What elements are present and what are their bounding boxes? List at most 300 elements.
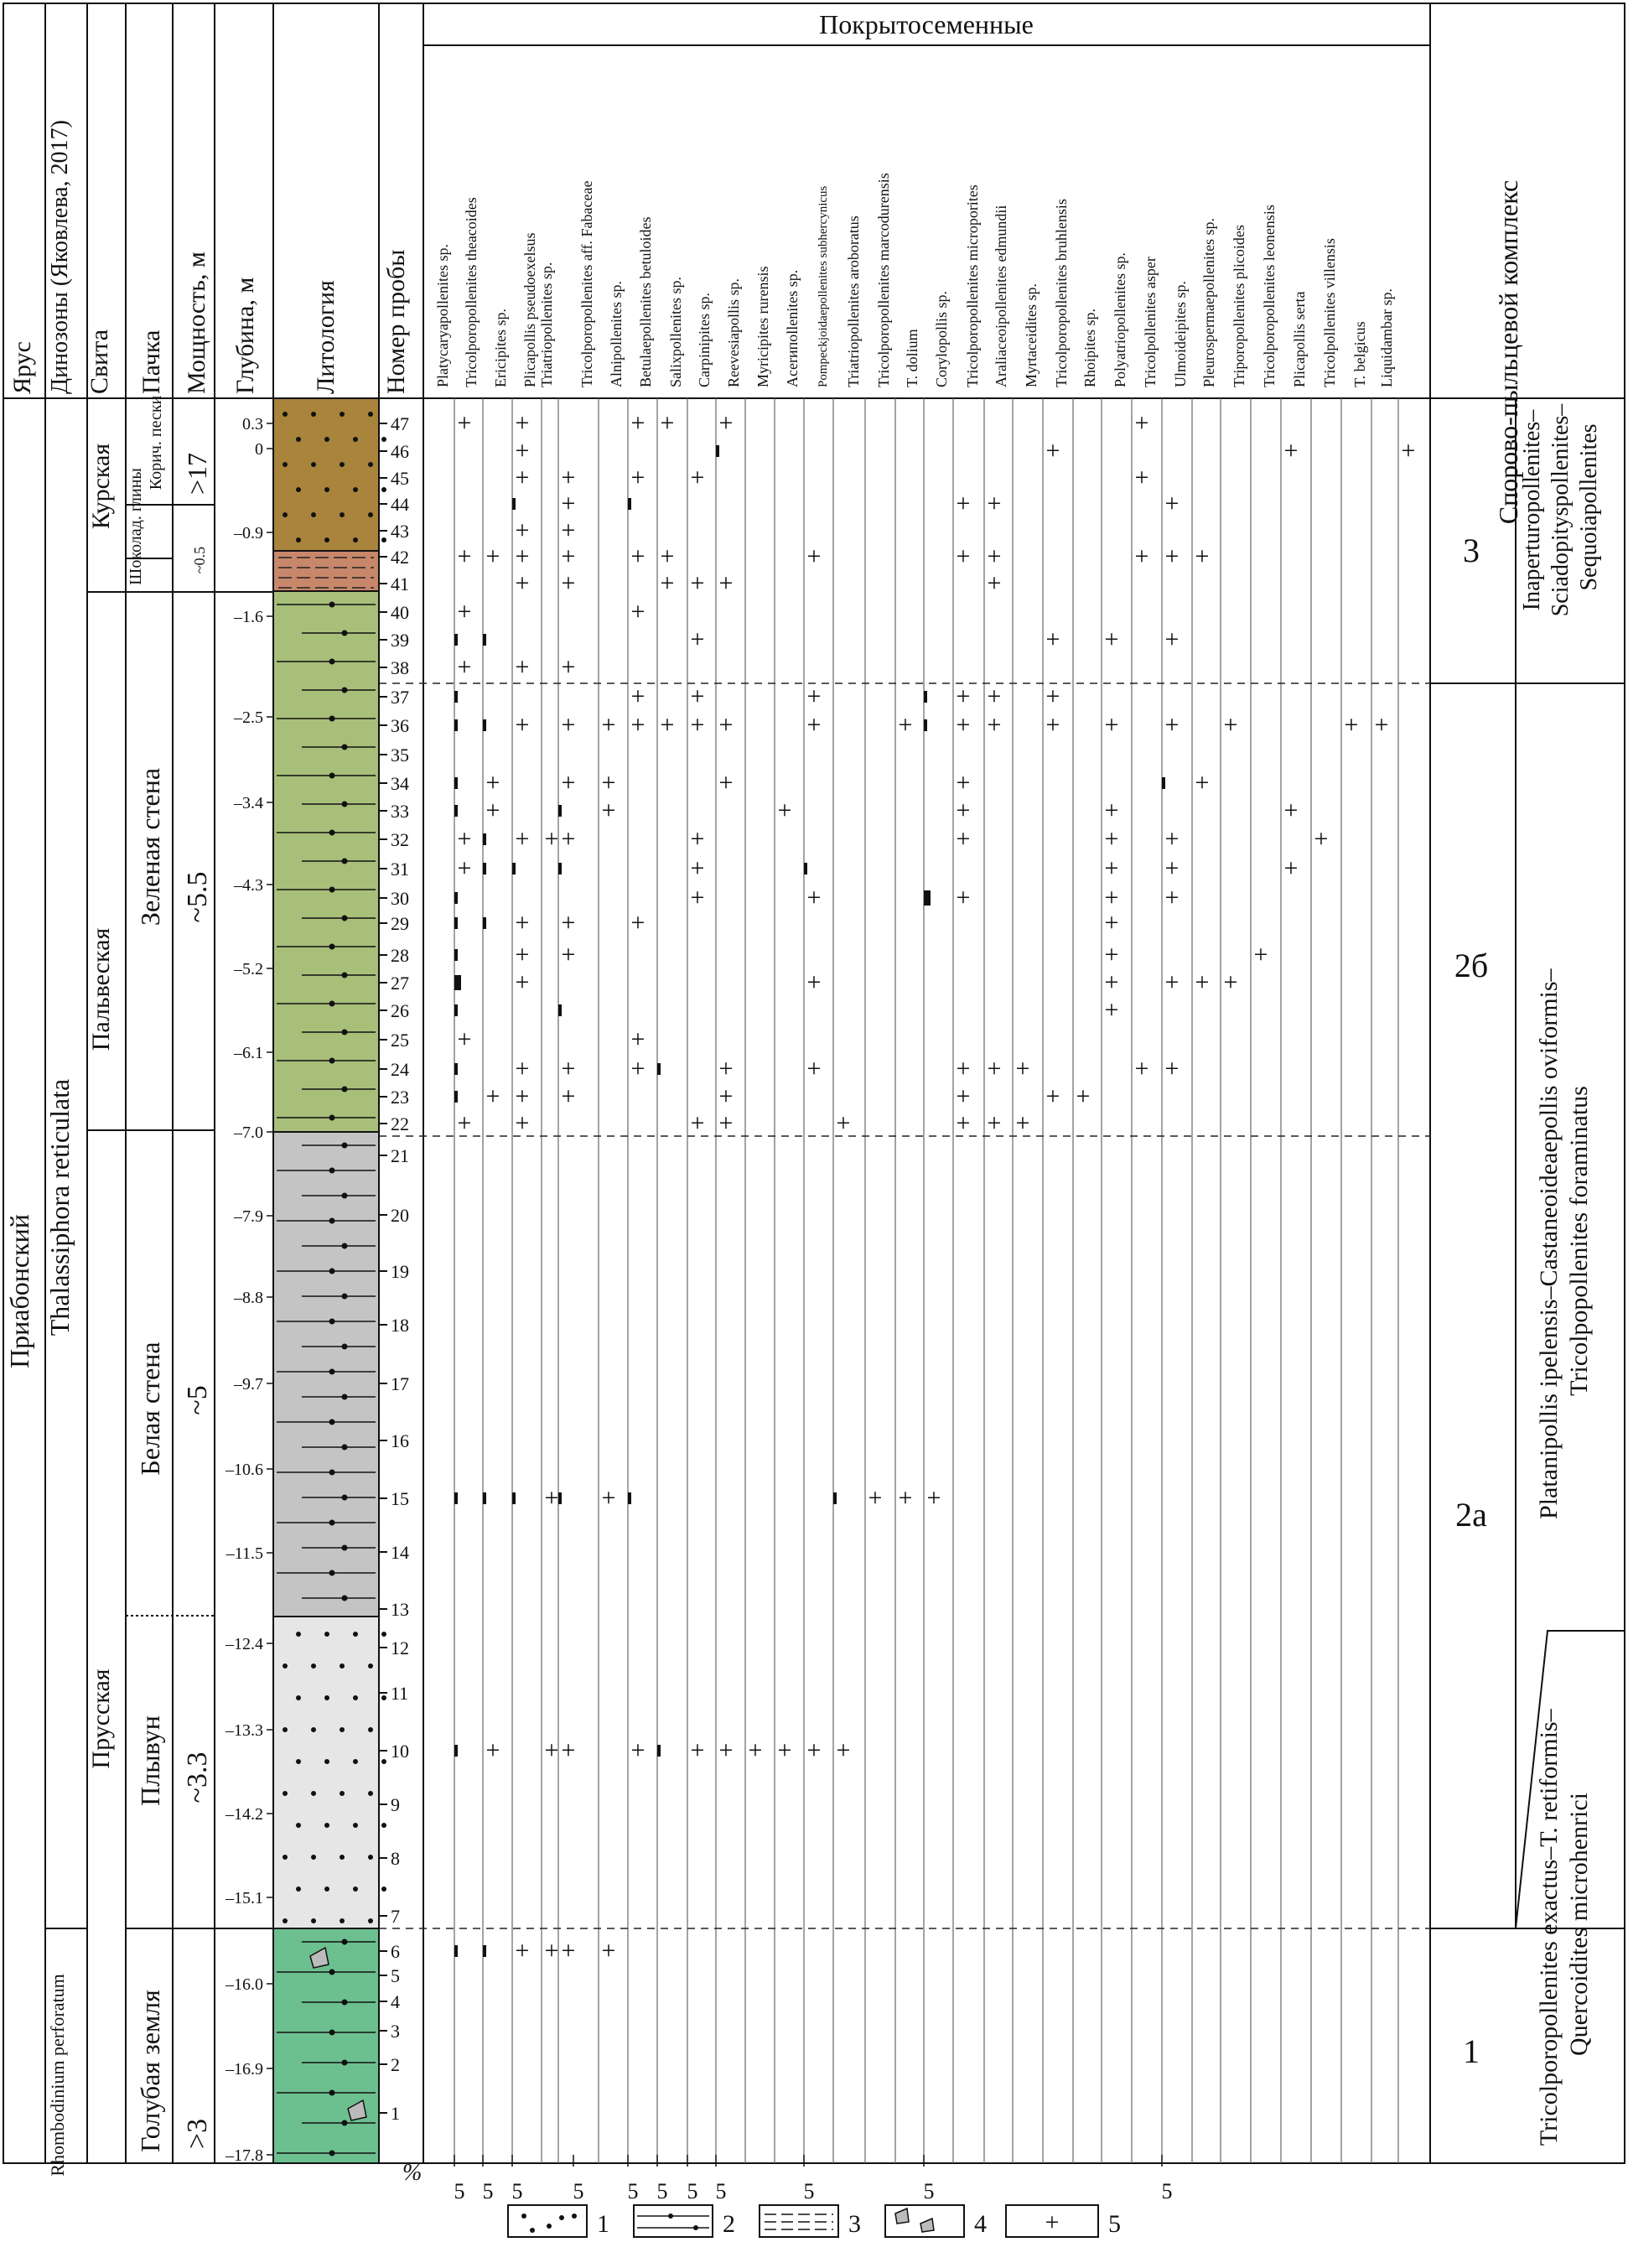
plus-mark: + xyxy=(956,825,971,853)
plus-mark: + xyxy=(806,1055,822,1082)
plus-mark: + xyxy=(1283,854,1299,882)
silt-dot xyxy=(329,1058,335,1064)
silt-dot xyxy=(329,2030,335,2036)
plus-mark: + xyxy=(601,711,616,739)
sample-label: 47 xyxy=(391,413,409,434)
sand-dot xyxy=(340,1663,345,1669)
depth-tick-label: –4.3 xyxy=(234,876,263,895)
taxon-label: Plicapollis serta xyxy=(1291,291,1308,387)
plus-mark: + xyxy=(601,1937,616,1964)
lithology-column xyxy=(273,398,386,2163)
silt-dot xyxy=(342,802,348,807)
plus-mark: + xyxy=(561,490,576,517)
sample-label: 25 xyxy=(391,1030,409,1051)
abundance-bar xyxy=(454,1091,458,1103)
plus-mark: + xyxy=(1104,884,1119,911)
plus-mark: + xyxy=(806,884,822,911)
sand-dot xyxy=(283,412,288,417)
abundance-bar xyxy=(924,691,927,703)
plus-mark: + xyxy=(718,1055,734,1082)
plus-mark: + xyxy=(1195,968,1210,996)
sand-dot xyxy=(296,1695,301,1700)
plus-mark: + xyxy=(1045,625,1060,653)
plus-mark: + xyxy=(457,825,472,853)
abundance-bar xyxy=(454,917,458,929)
plus-mark: + xyxy=(1195,542,1210,570)
silt-dot xyxy=(342,1087,348,1092)
thickness-6: >3 xyxy=(182,2118,213,2150)
plus-mark: + xyxy=(630,682,645,710)
plus-mark: + xyxy=(561,769,576,797)
depth-tick-label: –13.3 xyxy=(226,1721,263,1740)
silt-dot xyxy=(342,2060,348,2066)
plus-mark: + xyxy=(1104,941,1119,968)
plus-mark: + xyxy=(457,854,472,882)
plus-mark: + xyxy=(1134,409,1149,437)
legend-dot xyxy=(547,2224,552,2229)
sand-dot xyxy=(296,487,301,492)
depth-tick-label: –14.2 xyxy=(226,1805,263,1824)
silt-dot xyxy=(329,1369,335,1375)
plus-mark: + xyxy=(630,1055,645,1082)
plus-mark: + xyxy=(515,569,530,597)
taxon-label: Araliaceoipollenites edmundii xyxy=(993,205,1009,387)
sand-dot xyxy=(353,1632,358,1637)
taxon-label: Tricolporopollenites leonensis xyxy=(1261,205,1278,387)
depth-tick-label: –2.5 xyxy=(234,708,263,727)
plus-mark: + xyxy=(515,711,530,739)
abundance-bar xyxy=(454,719,458,731)
sample-label: 10 xyxy=(391,1741,409,1762)
legend-dot xyxy=(693,2225,698,2230)
abundance-bar xyxy=(558,1492,562,1504)
legend-number: 2 xyxy=(723,2210,735,2238)
plus-mark: + xyxy=(1104,825,1119,853)
sand-dot xyxy=(283,1791,288,1796)
sample-label: 7 xyxy=(391,1906,400,1927)
legend-plus-mark: + xyxy=(1045,2208,1060,2236)
header-angiosperms: Покрытосеменные xyxy=(819,9,1034,39)
abundance-bar xyxy=(454,1492,458,1504)
depth-axis xyxy=(225,415,273,2165)
complex-3-name: Inaperturopollenites– Sciadopityspollenites– Sequoiapollenites xyxy=(1519,403,1602,617)
plus-mark: + xyxy=(718,769,734,797)
sand-dot xyxy=(381,1632,386,1637)
plus-mark: + xyxy=(1104,909,1119,937)
plus-mark: + xyxy=(1374,711,1389,739)
plus-mark: + xyxy=(987,1109,1002,1137)
abundance-bar xyxy=(454,1745,458,1757)
taxon-label: Tricolporopollenites theacoides xyxy=(463,197,480,387)
header-lithology: Литология xyxy=(312,280,340,394)
plus-mark: + xyxy=(690,1736,705,1764)
header-formation: Свита xyxy=(86,329,113,394)
sample-label: 3 xyxy=(391,2021,400,2042)
abundance-bar xyxy=(628,498,631,510)
sample-label: 16 xyxy=(391,1430,409,1451)
silt-dot xyxy=(329,1115,335,1121)
sample-label: 30 xyxy=(391,888,409,909)
sample-label: 15 xyxy=(391,1488,409,1509)
plus-mark: + xyxy=(544,1937,559,1964)
sand-dot xyxy=(296,1887,301,1892)
plus-mark: + xyxy=(1164,825,1180,853)
sand-dot xyxy=(311,1855,316,1860)
sand-dot xyxy=(324,437,329,442)
complex-3: 3 xyxy=(1463,532,1480,569)
sample-label: 24 xyxy=(391,1059,409,1080)
abundance-bar xyxy=(483,863,486,875)
sand-dot xyxy=(368,1663,373,1669)
plus-mark: + xyxy=(806,682,822,710)
plus-mark: + xyxy=(690,1109,705,1137)
plus-mark: + xyxy=(515,968,530,996)
plus-mark: + xyxy=(1164,854,1180,882)
plus-mark: + xyxy=(1283,437,1299,464)
sand-dot xyxy=(324,1823,329,1828)
silt-dot xyxy=(329,602,335,608)
plus-mark: + xyxy=(690,884,705,911)
silt-dot xyxy=(342,2000,348,2006)
abundance-bar xyxy=(716,445,719,457)
sample-label: 21 xyxy=(391,1145,409,1166)
sample-label: 31 xyxy=(391,859,409,880)
taxon-label: Platycaryapollenites sp. xyxy=(434,244,451,387)
member-white-wall: Белая стена xyxy=(135,1342,165,1476)
sand-dot xyxy=(368,412,373,417)
plus-mark: + xyxy=(987,542,1002,570)
silt-dot xyxy=(329,1218,335,1224)
silt-dot xyxy=(342,973,348,978)
legend-dot xyxy=(668,2214,673,2219)
sand-dot xyxy=(381,487,386,492)
silt-dot xyxy=(342,1143,348,1149)
taxon-label: Alnipollenites sp. xyxy=(608,281,625,387)
sample-label: 28 xyxy=(391,945,409,966)
abundance-bar xyxy=(512,1492,516,1504)
sand-dot xyxy=(283,1918,288,1923)
abundance-bar xyxy=(454,949,458,961)
abundance-bar xyxy=(512,863,516,875)
taxon-label: Triatriopollenites aroboratus xyxy=(845,215,862,387)
taxon-label: Ulmoideipites sp. xyxy=(1172,281,1189,387)
sample-label: 29 xyxy=(391,913,409,934)
thickness-2: ~0.5 xyxy=(191,546,208,574)
abundance-bar xyxy=(628,1492,631,1504)
plus-mark: + xyxy=(1195,769,1210,797)
formation-prusskaya: Прусская xyxy=(87,1669,115,1769)
sample-label: 44 xyxy=(391,494,409,515)
sand-dot xyxy=(311,1663,316,1669)
white-wall-layer xyxy=(273,1132,379,1617)
scale-label: 5 xyxy=(687,2179,698,2203)
plus-mark: + xyxy=(515,409,530,437)
taxon-label: Betulaepollenites betuloides xyxy=(637,216,654,387)
taxon-label: Corylopollis sp. xyxy=(933,290,950,387)
sample-label: 45 xyxy=(391,468,409,489)
taxon-label: T. dolium xyxy=(904,329,920,387)
sand-dot xyxy=(283,1727,288,1732)
sand-dot xyxy=(353,1759,358,1764)
plus-mark: + xyxy=(515,464,530,491)
sample-label: 23 xyxy=(391,1087,409,1108)
sample-label: 34 xyxy=(391,773,409,794)
silt-dot xyxy=(342,916,348,921)
legend-dot xyxy=(530,2228,535,2233)
plus-mark: + xyxy=(1104,711,1119,739)
plus-mark: + xyxy=(1134,464,1149,491)
silt-dot xyxy=(342,1193,348,1199)
taxon-label: Triatriopollenites sp. xyxy=(538,262,555,387)
plus-mark: + xyxy=(1164,542,1180,570)
taxon-label: Tricolporopollenites marcodurensis xyxy=(875,173,892,387)
legend-number: 1 xyxy=(597,2210,609,2238)
silt-dot xyxy=(342,859,348,864)
depth-tick-label: –5.2 xyxy=(234,960,263,978)
silt-dot xyxy=(329,1319,335,1325)
sample-label: 2 xyxy=(391,2054,400,2075)
plus-mark: + xyxy=(956,542,971,570)
plus-mark: + xyxy=(601,769,616,797)
member-brown-sand: Корич. пески xyxy=(147,395,165,490)
plus-mark: + xyxy=(457,542,472,570)
abundance-bar xyxy=(558,863,562,875)
taxon-label: Reevesiapollis sp. xyxy=(725,278,742,387)
plus-mark: + xyxy=(457,409,472,437)
sample-label: 43 xyxy=(391,521,409,542)
taxon-label: Ericipites sp. xyxy=(492,309,509,387)
abundance-bar xyxy=(454,777,458,789)
scale-label: 5 xyxy=(923,2179,935,2203)
scale-label: 5 xyxy=(715,2179,727,2203)
sand-dot xyxy=(381,1759,386,1764)
sample-label: 19 xyxy=(391,1261,409,1282)
plus-mark: + xyxy=(1104,968,1119,996)
complex-1-name: Tricolporopollenites exactus–T. retiformis– Quercoidites microhenrici xyxy=(1535,1709,1593,2146)
sample-label: 42 xyxy=(391,547,409,568)
abundance-bar xyxy=(1162,777,1165,789)
plus-mark: + xyxy=(956,711,971,739)
legend xyxy=(508,2205,1121,2238)
sand-dot xyxy=(296,1759,301,1764)
legend-silt-box xyxy=(634,2205,713,2237)
plus-mark: + xyxy=(485,1736,500,1764)
taxon-label: Salixpollenites sp. xyxy=(667,277,684,387)
plus-mark: + xyxy=(1164,711,1180,739)
plus-mark: + xyxy=(457,598,472,625)
depth-tick-label: –16.0 xyxy=(226,1975,263,1994)
plus-mark: + xyxy=(630,1736,645,1764)
plus-mark: + xyxy=(718,409,734,437)
sand-dot xyxy=(296,1823,301,1828)
formation-kurskaya: Курская xyxy=(87,443,115,530)
plus-mark: + xyxy=(561,941,576,968)
complex-2b: 2б xyxy=(1454,947,1489,984)
plus-mark: + xyxy=(601,797,616,824)
plus-mark: + xyxy=(898,711,913,739)
sample-label: 8 xyxy=(391,1848,400,1869)
silt-dot xyxy=(329,944,335,950)
sand-dot xyxy=(311,1727,316,1732)
thickness-5: ~3.3 xyxy=(182,1752,213,1804)
sand-dot xyxy=(311,412,316,417)
abundance-bar xyxy=(454,1004,458,1016)
plus-mark: + xyxy=(690,569,705,597)
sample-label: 5 xyxy=(391,1965,400,1986)
depth-tick-label: –1.6 xyxy=(234,608,263,626)
plus-mark: + xyxy=(956,1082,971,1110)
plus-mark: + xyxy=(561,825,576,853)
plus-mark: + xyxy=(515,1109,530,1137)
scale-label: 5 xyxy=(627,2179,639,2203)
depth-tick-label: –7.0 xyxy=(234,1124,263,1142)
abundance-bar xyxy=(454,634,458,646)
taxon-label: Tricolporopollenites aff. Fabaceae xyxy=(578,180,595,387)
sand-dot xyxy=(311,462,316,467)
sand-dot xyxy=(283,1855,288,1860)
plus-mark: + xyxy=(660,409,675,437)
taxon-label: Carpinipites sp. xyxy=(696,293,713,387)
sample-label: 12 xyxy=(391,1637,409,1658)
plus-mark: + xyxy=(630,598,645,625)
plus-mark: + xyxy=(457,653,472,681)
sample-label: 36 xyxy=(391,715,409,736)
plus-mark: + xyxy=(1223,968,1238,996)
plus-mark: + xyxy=(777,797,792,824)
plus-mark: + xyxy=(601,1484,616,1512)
sample-label: 11 xyxy=(391,1683,409,1704)
abundance-bar xyxy=(483,719,486,731)
sand-dot xyxy=(283,1663,288,1669)
plus-mark: + xyxy=(630,1025,645,1053)
member-choc-clay: Шоколад. глины xyxy=(127,468,145,585)
member-green-wall: Зеленая стена xyxy=(135,767,165,926)
plus-mark: + xyxy=(515,1937,530,1964)
plus-mark: + xyxy=(1015,1055,1030,1082)
scale-label: 5 xyxy=(656,2179,668,2203)
formation-palvesk: Пальвеская xyxy=(87,927,115,1051)
abundance-bar xyxy=(558,1004,562,1016)
depth-tick-label: –8.8 xyxy=(234,1289,263,1307)
silt-dot xyxy=(329,2090,335,2096)
plus-mark: + xyxy=(561,1937,576,1964)
plus-mark: + xyxy=(561,1082,576,1110)
sand-dot xyxy=(353,1887,358,1892)
abundance-bar xyxy=(454,1945,458,1957)
silt-dot xyxy=(342,1243,348,1249)
stage-name: Приабонский xyxy=(4,1214,34,1368)
sand-dot xyxy=(381,537,386,542)
depth-tick-label: –16.9 xyxy=(226,2060,263,2079)
abundance-bar xyxy=(924,719,927,731)
plus-mark: + xyxy=(485,1082,500,1110)
sand-dot xyxy=(353,537,358,542)
taxon-label: Rhoipites sp. xyxy=(1081,308,1098,387)
plus-mark: + xyxy=(718,1736,734,1764)
sample-label: 14 xyxy=(391,1542,409,1563)
plus-mark: + xyxy=(690,711,705,739)
plus-mark: + xyxy=(561,909,576,937)
sample-label: 39 xyxy=(391,630,409,651)
depth-tick-label: –9.7 xyxy=(234,1375,263,1393)
legend-number: 3 xyxy=(848,2210,861,2238)
silt-dot xyxy=(342,1545,348,1551)
sand-dot xyxy=(283,462,288,467)
header-member: Пачка xyxy=(137,330,165,394)
plus-mark: + xyxy=(561,1736,576,1764)
depth-tick-label: –11.5 xyxy=(226,1544,263,1563)
plus-mark: + xyxy=(1164,1055,1180,1082)
silt-dot xyxy=(329,1470,335,1476)
abundance-bar xyxy=(558,805,562,817)
plus-mark: + xyxy=(485,542,500,570)
plus-mark: + xyxy=(1223,711,1238,739)
abundance-bar xyxy=(924,890,931,906)
sand-dot xyxy=(368,512,373,517)
plus-mark: + xyxy=(485,769,500,797)
percent-label: % xyxy=(402,2160,423,2186)
sand-dot xyxy=(368,1791,373,1796)
plus-mark: + xyxy=(544,825,559,853)
header-depth: Глубина, м xyxy=(231,277,259,394)
plus-mark: + xyxy=(1045,682,1060,710)
plus-mark: + xyxy=(836,1736,851,1764)
plus-mark: + xyxy=(1253,941,1268,968)
taxon-label: Tricolpollenites villensis xyxy=(1321,238,1338,387)
plus-mark: + xyxy=(718,569,734,597)
plus-mark: + xyxy=(987,1055,1002,1082)
silt-dot xyxy=(329,1970,335,1975)
silt-dot xyxy=(329,1419,335,1425)
plus-mark: + xyxy=(1164,490,1180,517)
legend-dot xyxy=(572,2214,577,2219)
taxon-label: Myricipites rurensis xyxy=(754,266,771,387)
silt-dot xyxy=(342,745,348,750)
complex-2-name: Platanipollis ipelensis–Castaneoideaepollis oviformis– Tricolpopollenites foraminatus xyxy=(1535,968,1593,1520)
plus-mark: + xyxy=(1104,996,1119,1024)
member-plyvun: Плывун xyxy=(135,1715,165,1806)
silt-dot xyxy=(342,1445,348,1451)
legend-dot xyxy=(521,2214,526,2219)
abundance-bar xyxy=(657,1745,661,1757)
depth-tick-label: –0.9 xyxy=(234,524,263,542)
plus-mark: + xyxy=(690,464,705,491)
plus-mark: + xyxy=(690,682,705,710)
silt-dot xyxy=(329,1168,335,1174)
plus-mark: + xyxy=(898,1484,913,1512)
sand-dot xyxy=(340,1791,345,1796)
plus-mark: + xyxy=(1283,797,1299,824)
member-blue-earth: Голубая земля xyxy=(135,1990,165,2152)
abundance-bar xyxy=(454,892,458,904)
sample-label: 1 xyxy=(391,2103,400,2124)
plus-mark: + xyxy=(630,711,645,739)
plus-mark: + xyxy=(561,711,576,739)
plus-mark: + xyxy=(956,797,971,824)
taxon-label: Pleurospermaepollenites sp. xyxy=(1200,218,1217,387)
plus-mark: + xyxy=(660,569,675,597)
sand-dot xyxy=(296,1632,301,1637)
plus-mark: + xyxy=(515,516,530,544)
plus-mark: + xyxy=(1104,854,1119,882)
sand-dot xyxy=(340,1855,345,1860)
sample-label: 35 xyxy=(391,745,409,766)
sand-dot xyxy=(340,1727,345,1732)
plus-mark: + xyxy=(630,464,645,491)
depth-tick-label: –17.8 xyxy=(226,2146,263,2165)
taxon-label: Pompeckjoidaepollenites subhercynicus xyxy=(817,185,830,387)
plus-mark: + xyxy=(987,569,1002,597)
